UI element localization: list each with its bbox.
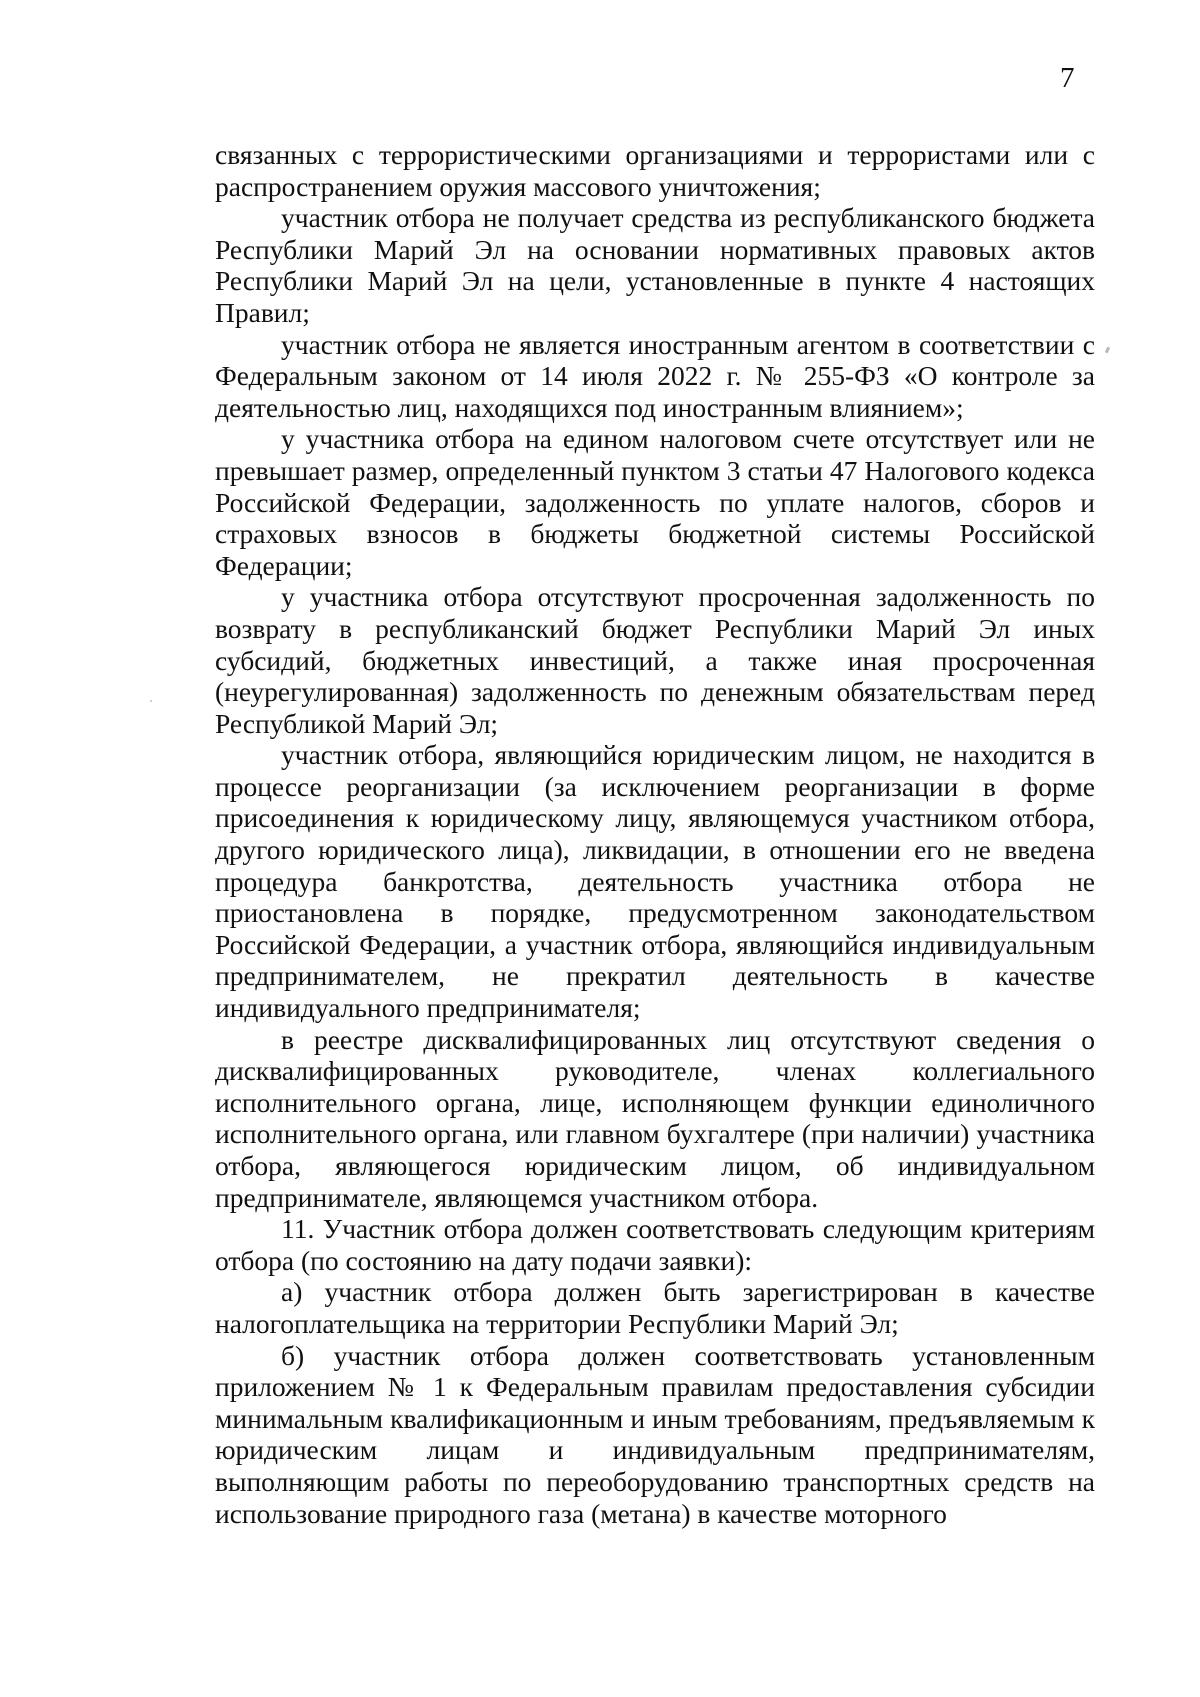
document-body [215,139,1095,1529]
paragraph-item-11: 11. Участник отбора должен соответствовать следующим критериям отбора (по состоянию на дату подачи заявки): [215,1213,1095,1276]
paragraph-reorganization: участник отбора, являющийся юридическим лицом, не находится в процессе реорганизации (за исключением реорганизации в форме присоединения к юридическому лицу, являющемуся участником отбора, другого юридического лица), ликвидации, в отношении его не введена процедура банкротства, деятельность участника отбора не приостановлена в порядке, предусмотренном законодательством Российской Федерации, а участник отбора, являющийся индивидуальным предпринимателем, не прекратил деятельность в качестве индивидуального предпринимателя; [215,739,1095,1024]
paragraph-criterion-b: б) участник отбора должен соответствовать установленным приложением № 1 к Федеральным правилам предоставления субсидии минимальным квалификационным и иным требованиям, предъявляемым к юридическим лицам и индивидуальным предпринимателям, выполняющим работы по переоборудованию транспортных средств на использование природного газа (метана) в качестве моторного [215,1339,1095,1529]
paragraph-overdue-debt: у участника отбора отсутствуют просроченная задолженность по возврату в республиканский бюджет Республики Марий Эл иных субсидий, бюджетных инвестиций, а также иная просроченная (неурегулированная) задолженность по денежным обязательствам перед Республикой Марий Эл; [215,581,1095,739]
paragraph-foreign-agent: участник отбора не является иностранным агентом в соответствии с Федеральным законом от 14 июля 2022 г. № 255-ФЗ «О контроле за деятельностью лиц, находящихся под иностранным влиянием»; [215,328,1095,423]
paragraph-continuation: связанных с террористическими организациями и террористами или с распространением оружия массового уничтожения; [215,139,1095,202]
paragraph-tax-debt: у участника отбора на едином налоговом счете отсутствует или не превышает размер, определенный пунктом 3 статьи 47 Налогового кодекса Российской Федерации, задолженность по уплате налогов, сборов и страховых взносов в бюджеты бюджетной системы Российской Федерации; [215,423,1095,581]
page-number: 7 [1060,62,1075,94]
scan-mark [1105,347,1110,354]
paragraph-criterion-a: а) участник отбора должен быть зарегистрирован в качестве налогоплательщика на территории Республики Марий Эл; [215,1276,1095,1339]
scan-speck [150,700,152,702]
paragraph-disqualified-registry: в реестре дисквалифицированных лиц отсутствуют сведения о дисквалифицированных руководителе, членах коллегиального исполнительного органа, лице, исполняющем функции единоличного исполнительного органа, или главном бухгалтере (при наличии) участника отбора, являющегося юридическим лицом, об индивидуальном предпринимателе, являющемся участником отбора. [215,1023,1095,1213]
paragraph-no-budget-funds: участник отбора не получает средства из республиканского бюджета Республики Марий Эл на основании нормативных правовых актов Республики Марий Эл на цели, установленные в пункте 4 настоящих Правил; [215,202,1095,328]
